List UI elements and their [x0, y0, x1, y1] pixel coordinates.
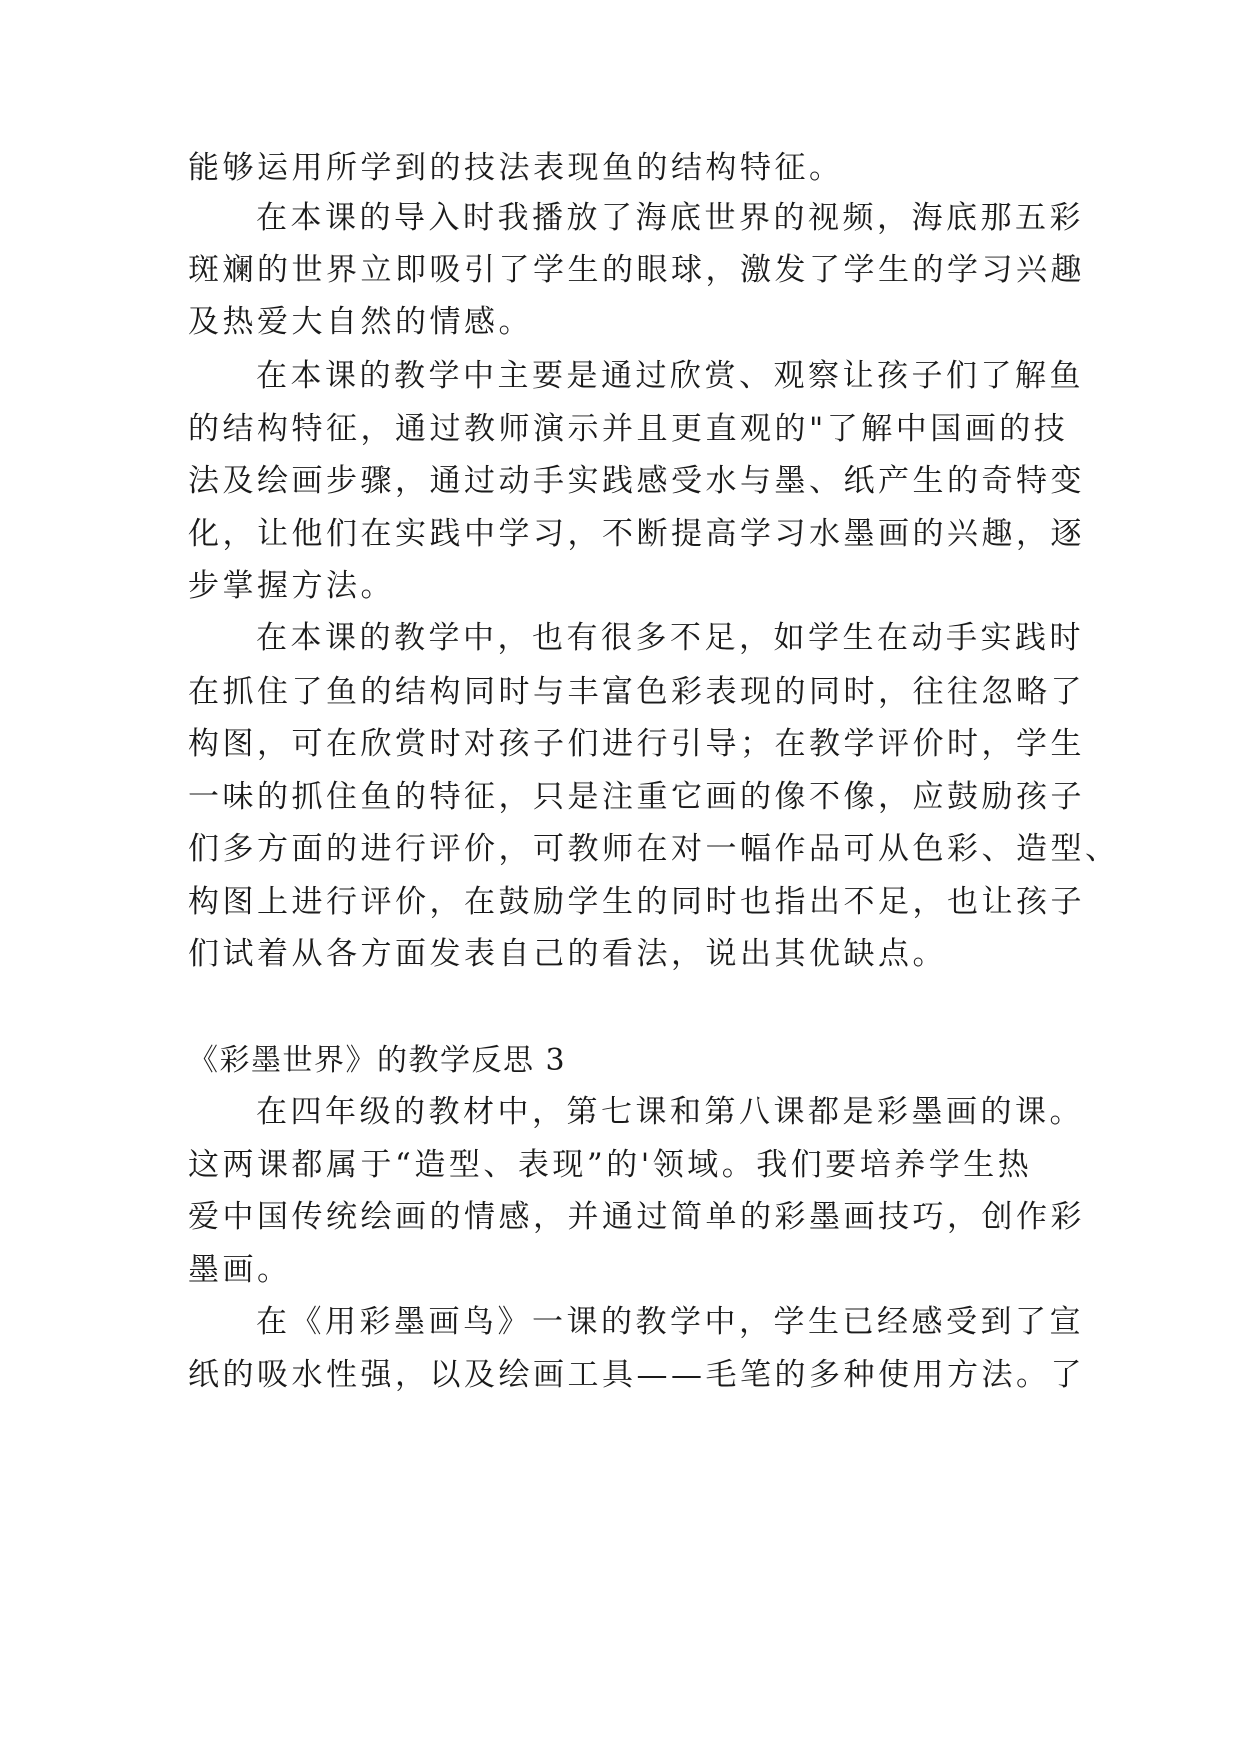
paragraph-start: 在四年级的教材中，第七课和第八课都是彩墨画的课。	[256, 1094, 1084, 1130]
text-line: 们试着从各方面发表自己的看法，说出其优缺点。	[188, 936, 947, 972]
paragraph-start: 在本课的教学中，也有很多不足，如学生在动手实践时	[256, 620, 1084, 656]
text-line: 及热爱大自然的情感。	[188, 304, 533, 340]
text-line: 能够运用所学到的技法表现鱼的结构特征。	[188, 150, 844, 186]
text-line: 斑斓的世界立即吸引了学生的眼球，激发了学生的学习兴趣	[188, 252, 1085, 288]
text-line: 化，让他们在实践中学习，不断提高学习水墨画的兴趣，逐	[188, 516, 1085, 552]
text-line: 爱中国传统绘画的情感，并通过简单的彩墨画技巧，创作彩	[188, 1199, 1085, 1235]
paragraph-start: 在本课的导入时我播放了海底世界的视频，海底那五彩	[256, 200, 1084, 236]
text-line: 法及绘画步骤，通过动手实践感受水与墨、纸产生的奇特变	[188, 463, 1085, 499]
paragraph-start: 在本课的教学中主要是通过欣赏、观察让孩子们了解鱼	[256, 358, 1084, 394]
text-line: 构图，可在欣赏时对孩子们进行引导；在教学评价时，学生	[188, 726, 1085, 762]
text-line: 这两课都属于“造型、表现”的'领域。我们要培养学生热	[188, 1147, 1033, 1183]
text-line: 们多方面的进行评价，可教师在对一幅作品可从色彩、造型、	[188, 831, 1120, 867]
text-line: 在抓住了鱼的结构同时与丰富色彩表现的同时，往往忽略了	[188, 674, 1085, 710]
text-line: 纸的吸水性强，以及绘画工具——毛笔的多种使用方法。了	[188, 1357, 1085, 1393]
text-line: 构图上进行评价，在鼓励学生的同时也指出不足，也让孩子	[188, 884, 1085, 920]
text-line: 的结构特征，通过教师演示并且更直观的"了解中国画的技	[188, 411, 1069, 447]
text-line: 步掌握方法。	[188, 568, 395, 604]
text-line: 一味的抓住鱼的特征，只是注重它画的像不像，应鼓励孩子	[188, 779, 1085, 815]
paragraph-start: 在《用彩墨画鸟》一课的教学中，学生已经感受到了宣	[256, 1304, 1084, 1340]
section-heading: 《彩墨世界》的教学反思 3	[188, 1043, 567, 1078]
text-line: 墨画。	[188, 1252, 292, 1288]
